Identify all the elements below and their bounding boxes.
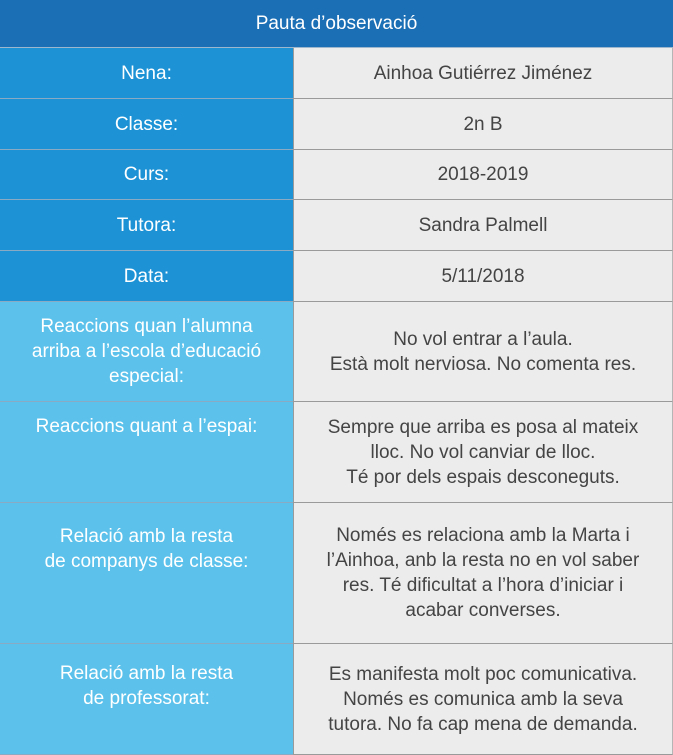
label-reaccions-arribada [0, 302, 293, 402]
value-tutora: Sandra Palmell [293, 200, 673, 251]
label-line: especial: [109, 366, 184, 387]
value-data: 5/11/2018 [293, 251, 673, 302]
value-line: l’Ainhoa, anb la resta no en vol saber [326, 550, 640, 571]
value-classe: 2n B [293, 99, 673, 150]
label-data: Data: [0, 251, 293, 302]
value-reaccions-espai [293, 402, 673, 503]
table-title: Pauta d’observació [0, 0, 673, 48]
value-line: Té por dels espais desconeguts. [346, 466, 620, 488]
label-classe: Classe: [0, 99, 293, 150]
value-line: acabar converses. [405, 600, 561, 621]
label-curs: Curs: [0, 150, 293, 200]
value-line: Sempre que arriba es posa al mateix [327, 416, 639, 438]
label-line: arriba a l’escola d’educació [31, 341, 262, 362]
value-relacio-professorat [293, 644, 673, 755]
value-reaccions-arribada [293, 302, 673, 402]
label-relacio-professorat [0, 644, 293, 755]
row-curs [0, 150, 673, 200]
label-line: Reaccions quant a l’espai: [35, 416, 258, 437]
label-tutora: Tutora: [0, 200, 293, 251]
value-line: Només es comunica amb la seva [343, 688, 623, 710]
row-nena [0, 48, 673, 99]
label-line: Relació amb la resta [59, 663, 234, 684]
row-reaccions-espai [0, 402, 673, 503]
value-curs: 2018-2019 [293, 150, 673, 200]
label-line: Reaccions quan l’alumna [40, 316, 253, 337]
value-relacio-companys [293, 503, 673, 644]
row-relacio-companys [0, 503, 673, 644]
value-line: Es manifesta molt poc comunicativa. [328, 663, 638, 685]
value-nena: Ainhoa Gutiérrez Jiménez [293, 48, 673, 99]
label-reaccions-espai [0, 402, 293, 503]
label-line: de professorat: [83, 688, 210, 709]
value-line: lloc. No vol canviar de lloc. [370, 441, 596, 463]
label-line: Relació amb la resta [59, 526, 234, 547]
value-line: res. Té dificultat a l’hora d’iniciar i [342, 575, 624, 596]
value-line: No vol entrar a l’aula. [393, 328, 573, 350]
row-reaccions-arribada [0, 302, 673, 402]
row-tutora [0, 200, 673, 251]
value-line: Només es relaciona amb la Marta i [336, 525, 630, 546]
label-line: de companys de classe: [44, 551, 249, 572]
label-nena: Nena: [0, 48, 293, 99]
value-line: tutora. No fa cap mena de demanda. [328, 713, 638, 735]
row-classe [0, 99, 673, 150]
row-data [0, 251, 673, 302]
value-line: Està molt nerviosa. No comenta res. [329, 353, 637, 375]
row-relacio-professorat [0, 644, 673, 755]
label-relacio-companys [0, 503, 293, 644]
